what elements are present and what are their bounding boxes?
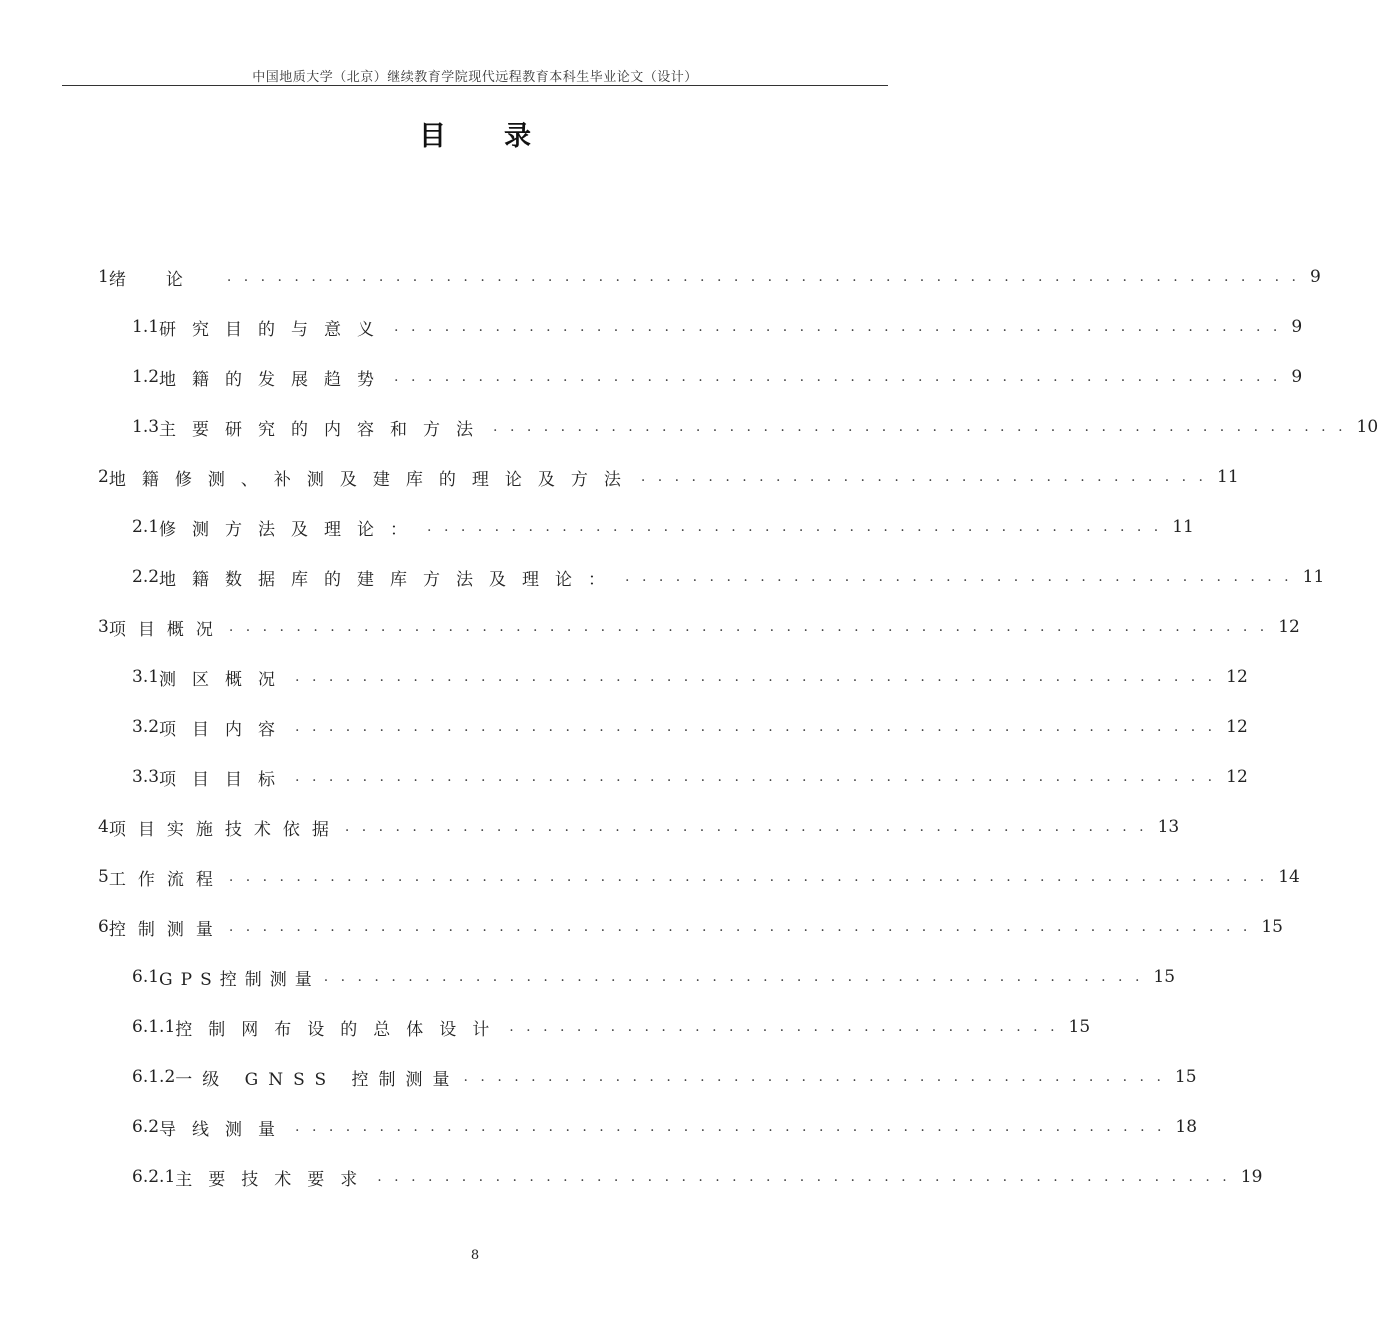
toc-entry-page: 10 [1356, 417, 1378, 437]
toc-entry-number: 6.1.2 [132, 1067, 176, 1087]
toc-entry[interactable] [132, 1002, 1091, 1052]
toc-entry[interactable] [132, 952, 1176, 1002]
toc-entry-number: 2 [98, 467, 109, 487]
toc-entry-title: 项目目标 [159, 769, 292, 790]
toc-entry-page: 14 [1278, 867, 1300, 887]
toc-entry-title: 导线测量 [159, 1119, 292, 1140]
toc-entry[interactable] [132, 1102, 1198, 1152]
toc-entry-title: 工作流程 [108, 869, 225, 890]
toc-leader-dots: . . . . . . . . . . . . . . . . . . . . . . . . . . . . . . . . . . . . . . . . . . . . . . . . . [323, 969, 1144, 985]
toc-entry-page: 12 [1226, 767, 1248, 787]
toc-entry-number: 3.3 [132, 767, 160, 787]
toc-entry[interactable] [98, 902, 1283, 952]
toc-entry-title: 测区概况 [159, 669, 292, 690]
toc-entry-page: 9 [1291, 317, 1303, 337]
toc-entry-page: 11 [1302, 567, 1325, 587]
toc-entry[interactable] [132, 702, 1248, 752]
toc-entry-title: 地籍的发展趋势 [159, 369, 391, 390]
toc-leader-dots: . . . . . . . . . . . . . . . . . . . . . . . . . . . . . . . . . . . . . . . . . . . . . . . . . . . . . [394, 369, 1282, 385]
toc-entry-number: 6.2.1 [132, 1167, 176, 1187]
toc-entry[interactable] [132, 1152, 1263, 1202]
toc-entry[interactable] [98, 802, 1180, 852]
toc-entry-page: 15 [1068, 1017, 1091, 1037]
toc-leader-dots: . . . . . . . . . . . . . . . . . . . . . . . . . . . . . . . . . . . . . . . . . . . . . . . . . . . . . [394, 319, 1282, 335]
toc-entry-number: 6 [98, 917, 109, 937]
header-rule [62, 85, 888, 86]
toc-leader-dots: . . . . . . . . . . . . . . . . . . . . . . . . . . . . . . . . . . . . . . . . . . . . [427, 519, 1163, 535]
toc-entry[interactable] [132, 1052, 1197, 1102]
toc-entry-page: 15 [1174, 1067, 1197, 1087]
toc-leader-dots: . . . . . . . . . . . . . . . . . . . . . . . . . . . . . . . . . . . . . . . . . . . . . . . . . . . . [295, 1119, 1166, 1135]
toc-entry-number: 1.2 [132, 367, 160, 387]
toc-entry-page: 12 [1226, 667, 1248, 687]
toc-entry-title: 研究目的与意义 [159, 319, 391, 340]
toc-leader-dots: . . . . . . . . . . . . . . . . . . . . . . . . . . . . . . . . . . . . . . . . . . . . . . . . [344, 819, 1148, 835]
toc-entry[interactable] [132, 352, 1303, 402]
toc-entry[interactable] [98, 452, 1239, 502]
toc-entry-title: 地籍数据库的建库方法及理论： [159, 569, 622, 590]
toc-entry-number: 2.1 [132, 517, 160, 537]
toc-entry[interactable] [132, 502, 1194, 552]
toc-entry-page: 12 [1278, 617, 1300, 637]
toc-entry-number: 4 [98, 817, 109, 837]
toc-entry[interactable] [98, 852, 1300, 902]
toc-entry-number: 6.1 [132, 967, 160, 987]
toc-entry-page: 19 [1240, 1167, 1263, 1187]
toc-leader-dots: . . . . . . . . . . . . . . . . . . . . . . . . . . . . . . . . . . . . . . . . . . . . . . . . . . . . . . . [295, 769, 1217, 785]
toc-entry[interactable] [132, 402, 1378, 452]
toc-leader-dots: . . . . . . . . . . . . . . . . . . . . . . . . . . . . . . . . . . . . . . . . . . . . . . . . . . . . . . . [295, 669, 1217, 685]
toc-entry-title: 绪论 [108, 269, 223, 290]
toc-entry[interactable] [132, 302, 1303, 352]
toc-entry-title: 控制测量 [108, 919, 225, 940]
toc-entry-title: 一级 GNSS 控制测量 [175, 1069, 460, 1090]
toc-entry-number: 3 [98, 617, 109, 637]
toc-entry[interactable] [98, 252, 1321, 302]
toc-entry-number: 2.2 [132, 567, 160, 587]
toc-entry-page: 9 [1291, 367, 1303, 387]
toc-leader-dots: . . . . . . . . . . . . . . . . . . . . . . . . . . . . . . . . . . . . . . . . . . . . . . . . . . . . . . . . . . . . . . . . [226, 269, 1301, 285]
toc-entry-page: 12 [1226, 717, 1248, 737]
toc-entry[interactable] [132, 552, 1325, 602]
toc-leader-dots: . . . . . . . . . . . . . . . . . . . . . . . . . . . . . . . . . . [640, 469, 1207, 485]
toc-entry-number: 5 [98, 867, 109, 887]
toc-entry[interactable] [132, 652, 1248, 702]
page-number: 8 [470, 1248, 480, 1263]
toc-entry-number: 1 [98, 267, 109, 287]
toc-entry-page: 15 [1261, 917, 1283, 937]
toc-entry-title: 地籍修测、补测及建库的理论及方法 [108, 469, 637, 490]
toc-entry-title: 项目内容 [159, 719, 292, 740]
toc-entry-number: 3.1 [132, 667, 160, 687]
toc-entry-title: 项目实施技术依据 [108, 819, 341, 840]
toc-leader-dots: . . . . . . . . . . . . . . . . . . . . . . . . . . . . . . . . . . . . . . . . . . . . . . . . . . . . . . . . . . . . . . [228, 619, 1269, 635]
toc-entry-number: 3.2 [132, 717, 160, 737]
toc-entry-number: 1.1 [132, 317, 160, 337]
toc-entry-title: GPS控制测量 [159, 969, 320, 990]
toc-entry-page: 13 [1157, 817, 1180, 837]
toc-leader-dots: . . . . . . . . . . . . . . . . . . . . . . . . . . . . . . . . . . . . . . . . . . . . . . . . . . . . . . . . . . . . . . [228, 869, 1269, 885]
toc-entry-page: 18 [1175, 1117, 1198, 1137]
toc-entry-page: 11 [1172, 517, 1194, 537]
toc-entry-number: 1.3 [132, 417, 160, 437]
toc-leader-dots: . . . . . . . . . . . . . . . . . . . . . . . . . . . . . . . . . . . . . . . . [625, 569, 1293, 585]
toc-leader-dots: . . . . . . . . . . . . . . . . . . . . . . . . . . . . . . . . . . . . . . . . . . [463, 1069, 1165, 1085]
toc-leader-dots: . . . . . . . . . . . . . . . . . . . . . . . . . . . . . . . . . . . . . . . . . . . . . . . . . . . [493, 419, 1347, 435]
toc-entry-number: 6.2 [132, 1117, 160, 1137]
toc-entry-title: 主要技术要求 [175, 1169, 374, 1190]
toc-title: 目录 [419, 121, 589, 152]
toc-leader-dots: . . . . . . . . . . . . . . . . . . . . . . . . . . . . . . . . . . . . . . . . . . . . . . . . . . . . . . . [295, 719, 1217, 735]
toc-entry-page: 11 [1217, 467, 1239, 487]
toc-leader-dots: . . . . . . . . . . . . . . . . . . . . . . . . . . . . . . . . . . . . . . . . . . . . . . . . . . . . . . . . . . . . . [228, 919, 1252, 935]
toc-entry-title: 主要研究的内容和方法 [159, 419, 490, 440]
toc-leader-dots: . . . . . . . . . . . . . . . . . . . . . . . . . . . . . . . . . [509, 1019, 1059, 1035]
toc-entry-title: 控制网布设的总体设计 [175, 1019, 506, 1040]
toc-entry[interactable] [132, 752, 1248, 802]
toc-entry[interactable] [98, 602, 1300, 652]
toc-entry-page: 9 [1310, 267, 1321, 287]
toc-entry-title: 项目概况 [108, 619, 225, 640]
toc-leader-dots: . . . . . . . . . . . . . . . . . . . . . . . . . . . . . . . . . . . . . . . . . . . . . . . . . . . [377, 1169, 1231, 1185]
toc-entry-page: 15 [1153, 967, 1176, 987]
toc-entry-title: 修测方法及理论： [159, 519, 424, 540]
toc-entry-number: 6.1.1 [132, 1017, 176, 1037]
running-header: 中国地质大学（北京）继续教育学院现代远程教育本科生毕业论文（设计） [252, 70, 698, 85]
